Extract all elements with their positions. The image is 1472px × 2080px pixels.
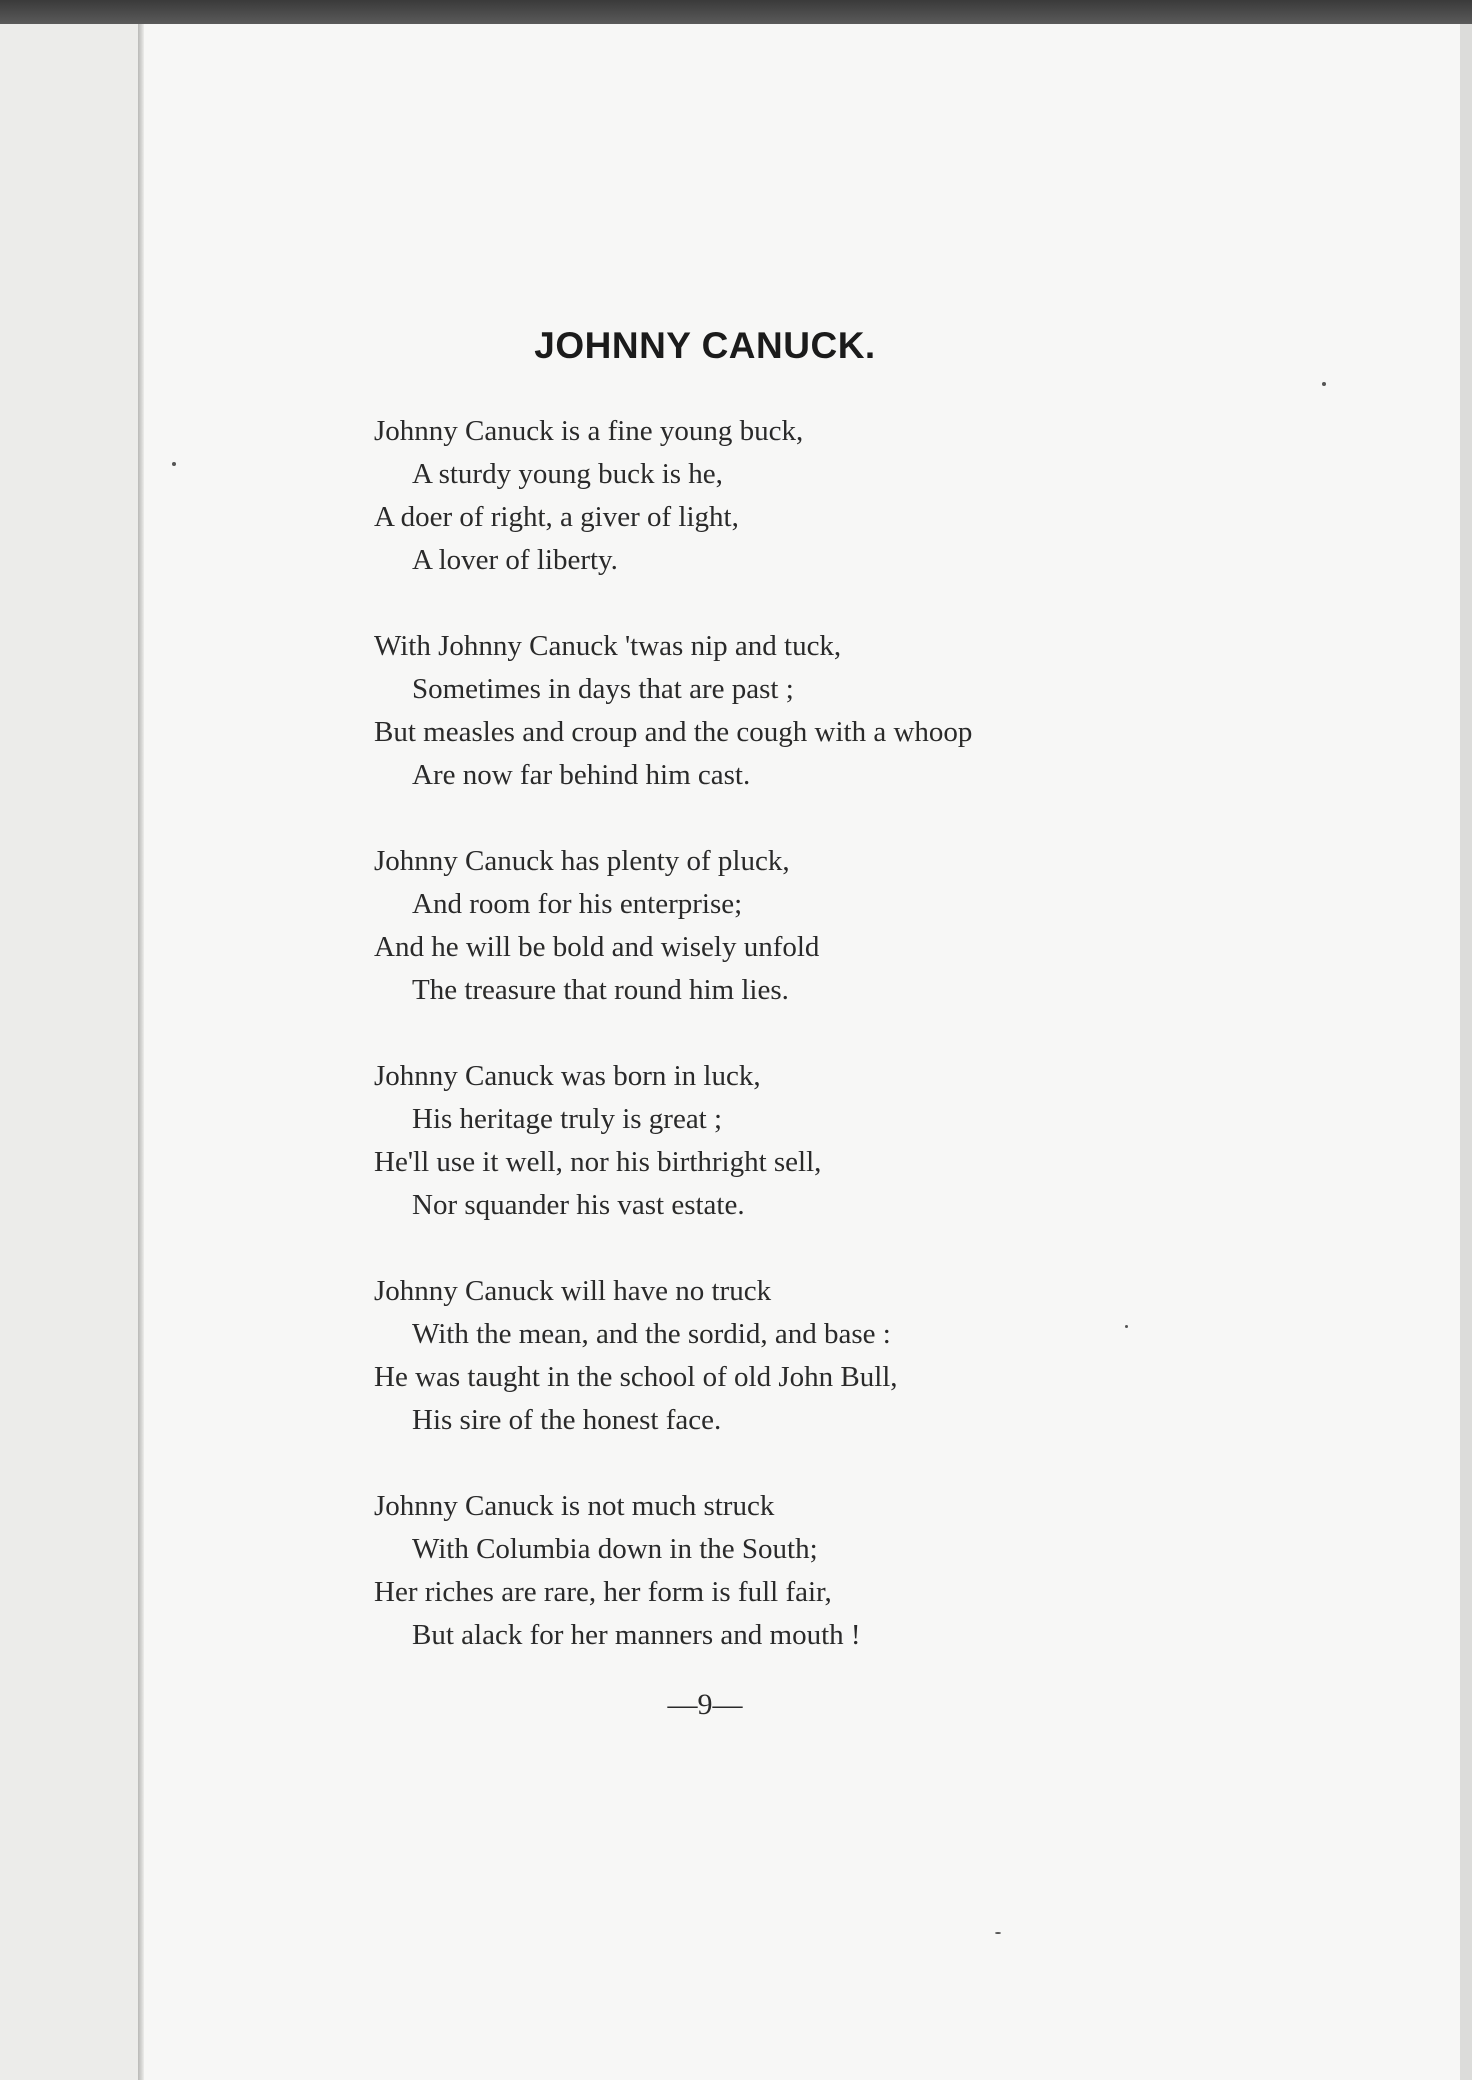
paper-speck (995, 1932, 1001, 1934)
verse-line: A lover of liberty. (412, 544, 618, 576)
stanza-3 (374, 840, 1374, 1055)
verse-line: Johnny Canuck was born in luck, (374, 1060, 761, 1092)
verse-line: Johnny Canuck is a fine young buck, (374, 415, 804, 447)
verse-line: Her riches are rare, her form is full fair, (374, 1576, 832, 1608)
stanza-1 (374, 410, 1374, 625)
verse-line: Sometimes in days that are past ; (412, 673, 794, 705)
verse-line: With the mean, and the sordid, and base : (412, 1318, 891, 1350)
verse-line: But measles and croup and the cough with a whoop (374, 716, 973, 748)
verse-line: The treasure that round him lies. (412, 974, 789, 1006)
page-right-edge (1460, 24, 1472, 2080)
verse-line: But alack for her manners and mouth ! (412, 1619, 861, 1651)
verse-line: His sire of the honest face. (412, 1404, 722, 1436)
verse-line: With Johnny Canuck 'twas nip and tuck, (374, 630, 842, 662)
verse-line: Johnny Canuck will have no truck (374, 1275, 772, 1307)
paper-speck (172, 462, 176, 466)
verse-line: His heritage truly is great ; (412, 1103, 723, 1135)
verse-line: Johnny Canuck is not much struck (374, 1490, 775, 1522)
verse-line: Are now far behind him cast. (412, 759, 751, 791)
verse-line: A sturdy young buck is he, (412, 458, 723, 490)
stanza-4 (374, 1055, 1374, 1270)
page-number: —9— (667, 1688, 743, 1721)
stanza-6 (374, 1485, 1374, 1700)
verse-line: He'll use it well, nor his birthright sell, (374, 1146, 822, 1178)
paper-speck (1322, 382, 1326, 386)
poem-body (374, 410, 1374, 1700)
poem-title: JOHNNY CANUCK. (534, 325, 876, 366)
verse-line: And he will be bold and wisely unfold (374, 931, 820, 963)
verse-line: With Columbia down in the South; (412, 1533, 818, 1565)
scan-top-border (0, 0, 1472, 24)
verse-line: A doer of right, a giver of light, (374, 501, 739, 533)
verse-line: He was taught in the school of old John Bull, (374, 1361, 898, 1393)
stanza-5 (374, 1270, 1374, 1485)
stanza-2 (374, 625, 1374, 840)
verse-line: And room for his enterprise; (412, 888, 743, 920)
verse-line: Johnny Canuck has plenty of pluck, (374, 845, 790, 877)
verse-line: Nor squander his vast estate. (412, 1189, 745, 1221)
